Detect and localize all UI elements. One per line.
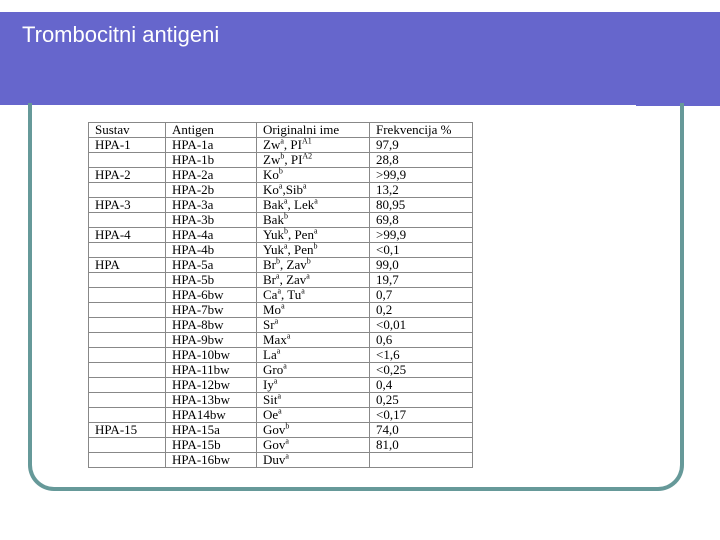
cell-system: HPA-1: [89, 138, 166, 153]
table-row: [89, 273, 473, 288]
cell-frequency: [370, 453, 473, 468]
original-name-part: Iy: [263, 377, 274, 392]
table-row: [89, 393, 473, 408]
cell-original-name: [257, 318, 370, 333]
cell-original-name: [257, 198, 370, 213]
cell-system: HPA-2: [89, 168, 166, 183]
cell-original-name: [257, 423, 370, 438]
cell-system: [89, 378, 166, 393]
cell-antigen: HPA-2a: [166, 168, 257, 183]
cell-antigen: HPA-4a: [166, 228, 257, 243]
table-row: [89, 423, 473, 438]
cell-original-name: [257, 258, 370, 273]
original-name-superscript: a: [313, 226, 318, 236]
original-name-superscript: a: [277, 286, 282, 296]
original-name-superscript: a: [277, 391, 282, 401]
original-name-part: Bak: [263, 212, 284, 227]
original-name-superscript: b: [283, 211, 288, 221]
original-name-part: La: [263, 347, 277, 362]
original-name-superscript: b: [283, 226, 288, 236]
cell-frequency: 19,7: [370, 273, 473, 288]
original-name-part: Yuk: [263, 242, 284, 257]
column-header-antigen: Antigen: [166, 123, 257, 138]
original-name-superscript: a: [281, 301, 285, 311]
table-row: [89, 168, 473, 183]
table-row: [89, 333, 473, 348]
cell-frequency: <0,25: [370, 363, 473, 378]
table-row: [89, 183, 473, 198]
original-name-part: , PI: [283, 137, 302, 152]
cell-original-name: [257, 393, 370, 408]
cell-system: [89, 318, 166, 333]
cell-original-name: [257, 273, 370, 288]
cell-antigen: HPA-5b: [166, 273, 257, 288]
cell-antigen: HPA-12bw: [166, 378, 257, 393]
cell-frequency: >99,9: [370, 228, 473, 243]
cell-antigen: HPA-6bw: [166, 288, 257, 303]
original-name-part: Sit: [263, 392, 278, 407]
original-name-superscript: a: [276, 271, 280, 281]
cell-original-name: [257, 363, 370, 378]
original-name-part: , Pen: [287, 227, 314, 242]
original-name-part: Gov: [263, 422, 286, 437]
original-name-part: , PI: [284, 152, 303, 167]
cell-antigen: HPA-3b: [166, 213, 257, 228]
table-row: [89, 288, 473, 303]
cell-frequency: <0,17: [370, 408, 473, 423]
original-name-superscript: a: [273, 376, 278, 386]
cell-system: [89, 153, 166, 168]
cell-frequency: 0,2: [370, 303, 473, 318]
cell-system: HPA-3: [89, 198, 166, 213]
table-row: [89, 153, 473, 168]
cell-system: [89, 273, 166, 288]
cell-frequency: 69,8: [370, 213, 473, 228]
cell-original-name: [257, 153, 370, 168]
original-name-part: Br: [263, 257, 276, 272]
original-name-part: Bak: [263, 197, 284, 212]
cell-original-name: [257, 288, 370, 303]
cell-frequency: 28,8: [370, 153, 473, 168]
cell-frequency: 80,95: [370, 198, 473, 213]
cell-frequency: 99,0: [370, 258, 473, 273]
original-name-superscript: b: [313, 241, 318, 251]
original-name-superscript: b: [285, 421, 290, 431]
cell-original-name: [257, 168, 370, 183]
original-name-superscript: A1: [301, 136, 312, 146]
original-name-part: , Zav: [279, 272, 307, 287]
original-name-superscript: A2: [302, 151, 313, 161]
cell-system: [89, 243, 166, 258]
cell-original-name: [257, 408, 370, 423]
cell-system: [89, 303, 166, 318]
original-name-superscript: b: [278, 166, 283, 176]
cell-antigen: HPA-9bw: [166, 333, 257, 348]
original-name-superscript: a: [301, 286, 305, 296]
original-name-superscript: a: [278, 406, 282, 416]
cell-frequency: 0,6: [370, 333, 473, 348]
original-name-part: Zw: [263, 137, 281, 152]
cell-original-name: [257, 183, 370, 198]
cell-system: HPA-4: [89, 228, 166, 243]
table-row: [89, 198, 473, 213]
original-name-superscript: a: [276, 346, 281, 356]
original-name-part: ,Sib: [282, 182, 304, 197]
original-name-part: Max: [263, 332, 287, 347]
cell-antigen: HPA-5a: [166, 258, 257, 273]
cell-antigen: HPA-1b: [166, 153, 257, 168]
cell-antigen: HPA-11bw: [166, 363, 257, 378]
original-name-superscript: a: [283, 241, 288, 251]
table-row: [89, 363, 473, 378]
original-name-superscript: b: [280, 151, 285, 161]
cell-frequency: <1,6: [370, 348, 473, 363]
cell-antigen: HPA14bw: [166, 408, 257, 423]
original-name-part: Gro: [263, 362, 284, 377]
original-name-superscript: a: [303, 181, 307, 191]
cell-system: [89, 288, 166, 303]
cell-system: [89, 213, 166, 228]
cell-antigen: HPA-3a: [166, 198, 257, 213]
cell-antigen: HPA-1a: [166, 138, 257, 153]
original-name-part: Ko: [263, 167, 279, 182]
cell-frequency: 97,9: [370, 138, 473, 153]
cell-original-name: [257, 228, 370, 243]
original-name-superscript: a: [283, 361, 287, 371]
original-name-part: Duv: [263, 452, 286, 467]
cell-system: HPA-15: [89, 423, 166, 438]
cell-original-name: [257, 348, 370, 363]
original-name-part: Mo: [263, 302, 282, 317]
table-row: [89, 348, 473, 363]
cell-antigen: HPA-15a: [166, 423, 257, 438]
original-name-part: Sr: [263, 317, 275, 332]
cell-system: [89, 363, 166, 378]
table-row: [89, 408, 473, 423]
cell-frequency: 81,0: [370, 438, 473, 453]
table-row: [89, 138, 473, 153]
original-name-part: , Tu: [281, 287, 302, 302]
cell-frequency: >99,9: [370, 168, 473, 183]
table-row: [89, 438, 473, 453]
cell-system: [89, 438, 166, 453]
original-name-part: , Zav: [280, 257, 307, 272]
cell-frequency: 74,0: [370, 423, 473, 438]
cell-antigen: HPA-15b: [166, 438, 257, 453]
original-name-part: Oe: [263, 407, 279, 422]
table-header-row: [89, 123, 473, 138]
original-name-superscript: b: [276, 256, 280, 266]
cell-frequency: 0,7: [370, 288, 473, 303]
cell-original-name: [257, 453, 370, 468]
table-row: [89, 303, 473, 318]
cell-antigen: HPA-13bw: [166, 393, 257, 408]
cell-original-name: [257, 138, 370, 153]
original-name-part: Zw: [263, 152, 281, 167]
table-row: [89, 318, 473, 333]
cell-system: [89, 333, 166, 348]
column-header-system: Sustav: [89, 123, 166, 138]
original-name-superscript: a: [314, 196, 318, 206]
original-name-part: Ko: [263, 182, 279, 197]
original-name-superscript: a: [278, 181, 283, 191]
slide-title: Trombocitni antigeni: [22, 22, 220, 47]
table-row: [89, 243, 473, 258]
column-header-frequency: Frekvencija %: [370, 123, 473, 138]
cell-frequency: <0,01: [370, 318, 473, 333]
cell-frequency: 0,4: [370, 378, 473, 393]
cell-frequency: 0,25: [370, 393, 473, 408]
original-name-part: Yuk: [263, 227, 284, 242]
table-row: [89, 453, 473, 468]
cell-frequency: 13,2: [370, 183, 473, 198]
original-name-part: Br: [263, 272, 276, 287]
cell-system: [89, 408, 166, 423]
cell-system: [89, 393, 166, 408]
cell-original-name: [257, 243, 370, 258]
original-name-superscript: a: [274, 316, 279, 326]
column-header-original-name: Originalni ime: [257, 123, 370, 138]
original-name-part: Ca: [263, 287, 278, 302]
cell-system: [89, 453, 166, 468]
original-name-part: , Pen: [287, 242, 314, 257]
cell-original-name: [257, 438, 370, 453]
original-name-superscript: a: [306, 271, 310, 281]
cell-system: HPA: [89, 258, 166, 273]
cell-antigen: HPA-10bw: [166, 348, 257, 363]
original-name-superscript: b: [306, 256, 311, 266]
cell-antigen: HPA-8bw: [166, 318, 257, 333]
table-row: [89, 378, 473, 393]
cell-original-name: [257, 303, 370, 318]
table-row: [89, 258, 473, 273]
table-row: [89, 228, 473, 243]
original-name-superscript: a: [280, 136, 284, 146]
antigen-table: [88, 122, 473, 468]
table-body: [89, 138, 473, 468]
cell-original-name: [257, 213, 370, 228]
table-row: [89, 213, 473, 228]
cell-antigen: HPA-7bw: [166, 303, 257, 318]
cell-original-name: [257, 378, 370, 393]
cell-frequency: <0,1: [370, 243, 473, 258]
original-name-superscript: a: [283, 196, 288, 206]
cell-antigen: HPA-2b: [166, 183, 257, 198]
original-name-superscript: a: [285, 436, 289, 446]
header-band: [0, 12, 720, 106]
original-name-superscript: a: [286, 331, 291, 341]
cell-system: [89, 183, 166, 198]
original-name-part: Gov: [263, 437, 286, 452]
cell-antigen: HPA-16bw: [166, 453, 257, 468]
cell-antigen: HPA-4b: [166, 243, 257, 258]
cell-original-name: [257, 333, 370, 348]
original-name-superscript: a: [285, 451, 289, 461]
original-name-part: , Lek: [287, 197, 315, 212]
cell-system: [89, 348, 166, 363]
